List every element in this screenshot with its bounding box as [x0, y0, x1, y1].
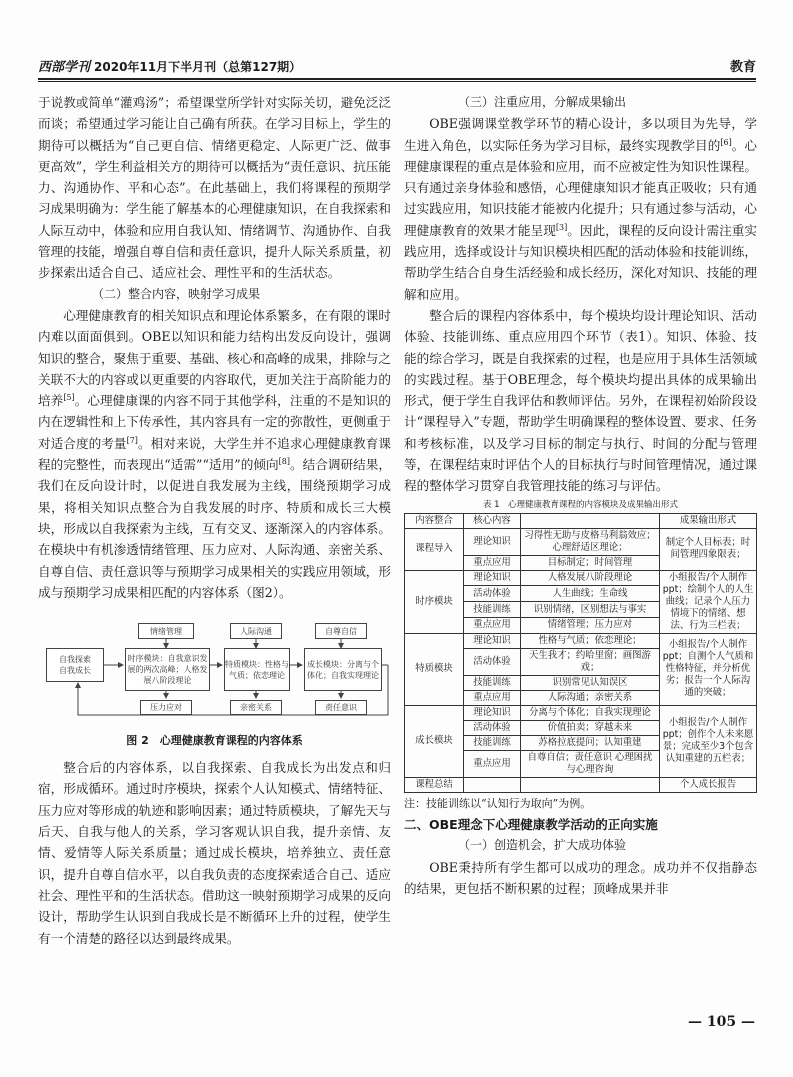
content-cell: 习得性无助与皮格马利翁效应；心理舒适区理论； [521, 528, 660, 555]
type-cell: 重点应用 [464, 555, 521, 570]
citation: [3] [555, 222, 568, 232]
header-cell: 成果输出形式 [660, 513, 757, 528]
figure-caption: 图 2 心理健康教育课程的内容体系 [126, 734, 303, 748]
output-cell: 小组报告/个人制作ppt；创作个人未来愿景；完成至少3个包含认知重建的五栏表； [660, 705, 757, 777]
sequence-module-node: 时序模块：自我意识发展的两次高峰；人格发展八阶段理论 [125, 648, 210, 691]
section-label: 教育 [729, 60, 756, 75]
table-row [405, 528, 757, 555]
module-cell: 课程导入 [405, 528, 464, 570]
citation: [5] [63, 392, 75, 402]
subheading: （一）创造机会，扩大成功体验 [458, 838, 627, 853]
type-cell: 技能训练 [464, 602, 521, 618]
emotion-management-node: 情绪管理 [138, 623, 194, 639]
header-rule [38, 78, 756, 80]
module-cell: 课程总结 [405, 777, 464, 792]
empty-cell [464, 777, 521, 792]
interpersonal-node: 人际沟通 [230, 623, 282, 639]
paragraph: 整合后的内容体系，以自我探索、自我成长为出发点和归宿，形成循环。通过时序模块，探索个人认知模式、情绪特征、压力应对等形成的轨迹和影响因素；通过特质模块，了解先天与后天、自我与他人的关系，学习客观认识自我，提升亲情、友情、爱情等人际关系质量；通过成长模块，培养独立、责任意识，提升自尊自信水平，以自我负责的态度探索适合自己、适应社会、理性平和的生活状态。借助这一映射预期学习成果的反向设计，帮助学生认识到自我成长是不断循环上升的过程，使学生有一个清楚的路径以达到最终成果。 [38, 760, 391, 946]
header-cell: 核心内容 [464, 513, 521, 528]
content-cell: 人生曲线；生命线 [521, 586, 660, 602]
content-cell: 价值拍卖；穿越未来 [521, 720, 660, 735]
subheading: （三）注重应用，分解成果输出 [458, 95, 627, 109]
output-cell: 制定个人目标表；时间管理四象限表； [660, 528, 757, 570]
header-rule-thin [38, 81, 756, 82]
content-cell: 识别常见认知误区 [521, 675, 660, 690]
journal-logo: 西部学刊 [38, 60, 91, 75]
content-cell: 分离与个体化；自我实现理论 [521, 705, 660, 720]
content-cell: 天生我才；约哈里窗；画图游戏； [521, 648, 660, 675]
figure-2 [38, 611, 391, 729]
content-cell: 人格发展八阶段理论 [521, 570, 660, 586]
table-row [405, 633, 757, 648]
page-number: — 105 — [688, 1014, 755, 1030]
empty-cell [521, 777, 660, 792]
output-cell: 小组报告/个人制作ppt；自测个人气质和性格特征，并分析优劣；报告一个人际沟通的突破； [660, 633, 757, 705]
intimate-relations-node: 亲密关系 [230, 700, 282, 715]
table-header-row [405, 513, 757, 528]
content-cell: 情绪管理；压力应对 [521, 617, 660, 633]
content-cell: 目标制定；时间管理 [521, 555, 660, 570]
type-cell: 理论知识 [464, 570, 521, 586]
type-cell: 重点应用 [464, 750, 521, 777]
type-cell: 重点应用 [464, 617, 521, 633]
type-cell: 技能训练 [464, 735, 521, 750]
section-heading: 二、OBE理念下心理健康教学活动的正向实施 [404, 816, 658, 832]
content-cell: 性格与气质；依恋理论； [521, 633, 660, 648]
content-cell: 苏格拉底提问；认知重建 [521, 735, 660, 750]
table-note: 注：技能训练以“认知行为取向”为例。 [404, 796, 592, 810]
stress-coping-node: 压力应对 [140, 700, 192, 715]
type-cell: 活动体验 [464, 648, 521, 675]
start-node: 自我探索 自我成长 [46, 648, 104, 682]
type-cell: 理论知识 [464, 705, 521, 720]
subheading: （二）整合内容，映射学习成果 [92, 286, 261, 301]
paragraph: OBE强调课堂教学环节的精心设计，多以项目为先导，学生进入角色，以实际任务为学习目标，最终实现教学目的[6]。心理健康课程的重点是体验和应用，而不应被定性为知识性课程。只有通过亲身体验和感悟，心理健康知识才能真正吸收；只有通过实践应用，知识技能才能被内化提升；只有通过参与活动，心理健康教育的效果才能呈现[3]。因此，课程的反向设计需注重实践应用，选择或设计与知识模块相匹配的活动体验和技能训练，帮助学生结合自身生活经验和成长经历，深化对知识、技能的理解和应用。 [404, 116, 758, 302]
self-esteem-node: 自尊自信 [315, 623, 367, 639]
module-cell: 成长模块 [405, 705, 464, 777]
issue-info: 2020年11月下半月刊（总第127期） [94, 60, 302, 74]
left-column [38, 92, 391, 949]
type-cell: 重点应用 [464, 690, 521, 705]
table-row [405, 570, 757, 586]
trait-module-node: 特质模块：性格与气质；依恋理论 [224, 648, 290, 691]
paragraph: 心理健康教育的相关知识点和理论体系繁多，在有限的课时内难以面面俱到。OBE以知识和能力结构出发反向设计，强调知识的整合，聚焦于重要、基础、核心和高峰的成果，排除与之关联不大的内容或以更重要的内容取代，更加关注于高阶能力的培养[5]。心理健康课的内容不同于其他学科，注重的不是知识的内在逻辑性和上下传承性，其内容具有一定的弥散性，更侧重于对适合度的考量[7]。相对来说，大学生并不追求心理健康教育课程的完整性，而表现出“适需”“适用”的倾向[8]。结合调研结果，我们在反向设计时，以促进自我发展为主线，围绕预期学习成果，将相关知识点整合为自我发展的时序、特质和成长三大模块，形成以自我探索为主线，互有交叉、逐渐深入的内容体系。在模块中有机渗透情绪管理、压力应对、人际沟通、亲密关系、自尊自信、责任意识等与预期学习成果相关的实践应用领域，形成与预期学习成果相匹配的内容体系（图2）。 [38, 307, 392, 600]
output-cell: 小组报告/个人制作ppt；绘制个人的人生曲线；记录个人压力情境下的情绪、想法、行为三栏表； [660, 570, 757, 633]
growth-module-node: 成长模块：分离与个体化；自我实现理论 [304, 648, 382, 691]
citation: [7] [126, 435, 138, 445]
type-cell: 技能训练 [464, 675, 521, 690]
paragraph: 于说教或简单“灌鸡汤”；希望课堂所学针对实际关切，避免泛泛而谈；希望通过学习能让自己确有所获。在学习目标上，学生的期待可以概括为“自己更自信、情绪更稳定、人际更广泛、做事更高效”，学生利益相关方的期待可以概括为“责任意识、抗压能力、沟通协作、平和心态”。在此基础上，我们将课程的预期学习成果明确为：学生能了解基本的心理健康知识，在自我探索和人际互动中，体验和应用自我认知、情绪调节、沟通协作、自我管理的技能，增强自尊自信和责任意识，提升人际关系质量，初步探索出适合自己、适应社会、理性平和的生活状态。 [38, 95, 391, 281]
content-cell: 自尊自信；责任意识 心理困扰与心理咨询 [521, 750, 660, 777]
type-cell: 理论知识 [464, 528, 521, 555]
page-header [38, 56, 756, 78]
citation: [6] [720, 137, 732, 147]
table-row [405, 777, 757, 792]
output-cell: 个人成长报告 [660, 777, 757, 792]
right-column [404, 92, 757, 899]
responsibility-node: 责任意识 [315, 700, 367, 715]
module-cell: 时序模块 [405, 570, 464, 633]
type-cell: 理论知识 [464, 633, 521, 648]
paragraph: OBE秉持所有学生都可以成功的理念。成功并不仅指静态的结果，更包括不断积累的过程；顶峰成果并非 [404, 859, 757, 896]
header-cell [521, 513, 660, 528]
journal-header [38, 56, 301, 75]
paragraph: 整合后的课程内容体系中，每个模块均设计理论知识、活动体验、技能训练、重点应用四个环节（表1）。知识、体验、技能的综合学习，既是自我探索的过程，也是应用于具体生活领域的实践过程。基于OBE理念，每个模块均提出具体的成果输出形式，便于学生自我评估和教师评估。另外，在课程初始阶段设计“课程导入”专题，帮助学生明确课程的整体设置、要求、任务和考核标准，以及学习目标的制定与执行、时间的分配与管理等，在课程结束时评估个人的目标执行与时间管理情况，通过课程的整体学习贯穿自我管理技能的练习与评估。 [404, 307, 757, 494]
content-cell: 人际沟通；亲密关系 [521, 690, 660, 705]
table-caption: 表 1 心理健康教育课程的内容模块及成果输出形式 [482, 499, 679, 510]
citation: [8] [278, 456, 290, 466]
type-cell: 活动体验 [464, 586, 521, 602]
content-table [404, 513, 757, 793]
table-row [405, 705, 757, 720]
content-cell: 识别情绪，区别想法与事实 [521, 602, 660, 618]
header-cell: 内容整合 [405, 513, 464, 528]
type-cell: 活动体验 [464, 720, 521, 735]
module-cell: 特质模块 [405, 633, 464, 705]
